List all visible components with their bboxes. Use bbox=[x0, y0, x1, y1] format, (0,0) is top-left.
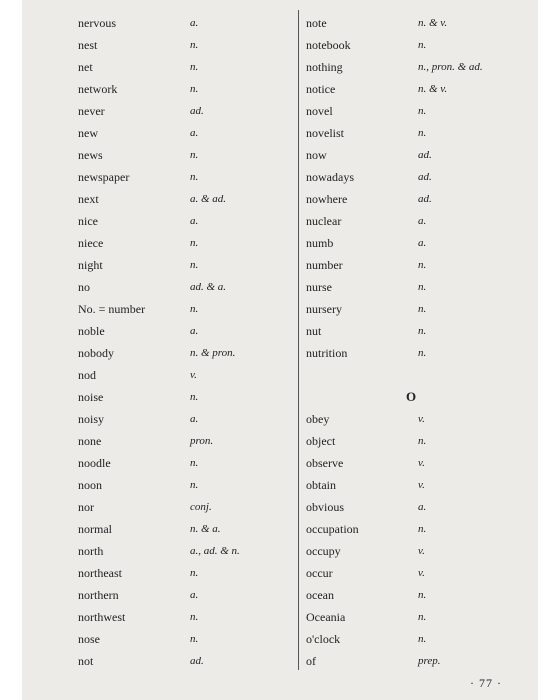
part-of-speech: n. bbox=[418, 127, 427, 139]
part-of-speech: a. bbox=[190, 589, 199, 601]
entry-word: nothing bbox=[306, 60, 343, 74]
part-of-speech: v. bbox=[190, 369, 197, 381]
part-of-speech: n. bbox=[418, 611, 427, 623]
section-letter: O bbox=[406, 389, 417, 404]
part-of-speech: ad. bbox=[190, 655, 204, 667]
part-of-speech: a. bbox=[190, 215, 199, 227]
column-divider bbox=[298, 10, 299, 670]
entry-word: occupation bbox=[306, 522, 359, 536]
entry-word: nowadays bbox=[306, 170, 354, 184]
entry-word: number bbox=[306, 258, 343, 272]
part-of-speech: a. bbox=[418, 237, 427, 249]
entry-word: ocean bbox=[306, 588, 334, 602]
part-of-speech: n. bbox=[190, 237, 199, 249]
entry-word: next bbox=[78, 192, 99, 206]
part-of-speech: n. bbox=[418, 303, 427, 315]
entry-word: north bbox=[78, 544, 104, 558]
entry-word: nowhere bbox=[306, 192, 348, 206]
entry-word: not bbox=[78, 654, 94, 668]
document-page bbox=[22, 0, 538, 700]
entry-word: obvious bbox=[306, 500, 345, 514]
entry-word: noisy bbox=[78, 412, 105, 426]
part-of-speech: n. & v. bbox=[418, 83, 448, 95]
entry-word: noble bbox=[78, 324, 105, 338]
entry-word: notebook bbox=[306, 38, 351, 52]
entry-word: object bbox=[306, 434, 336, 448]
part-of-speech: a. bbox=[418, 501, 427, 513]
entry-word: nobody bbox=[78, 346, 114, 360]
entry-word: now bbox=[306, 148, 327, 162]
entry-word: novel bbox=[306, 104, 333, 118]
entry-word: never bbox=[78, 104, 105, 118]
entry-word: novelist bbox=[306, 126, 344, 140]
part-of-speech: n. bbox=[418, 523, 427, 535]
entry-word: nose bbox=[78, 632, 100, 646]
part-of-speech: n. bbox=[418, 259, 427, 271]
entry-word: noon bbox=[78, 478, 102, 492]
part-of-speech: n. bbox=[190, 611, 199, 623]
entry-word: noise bbox=[78, 390, 104, 404]
part-of-speech: n. bbox=[190, 149, 199, 161]
entry-word: nursery bbox=[306, 302, 342, 316]
part-of-speech: a. bbox=[190, 17, 199, 29]
part-of-speech: n. bbox=[190, 61, 199, 73]
entry-word: niece bbox=[78, 236, 104, 250]
part-of-speech: ad. bbox=[418, 193, 432, 205]
part-of-speech: n. bbox=[418, 39, 427, 51]
entry-word: nice bbox=[78, 214, 98, 228]
part-of-speech: v. bbox=[418, 413, 425, 425]
part-of-speech: ad. bbox=[190, 105, 204, 117]
entry-word: nutrition bbox=[306, 346, 348, 360]
entry-word: nut bbox=[306, 324, 322, 338]
part-of-speech: ad. & a. bbox=[190, 281, 227, 293]
part-of-speech: n. bbox=[190, 171, 199, 183]
part-of-speech: n. bbox=[190, 633, 199, 645]
part-of-speech: n. bbox=[418, 633, 427, 645]
part-of-speech: n. bbox=[190, 83, 199, 95]
part-of-speech: v. bbox=[418, 479, 425, 491]
part-of-speech: pron. bbox=[190, 435, 214, 447]
part-of-speech: a. bbox=[190, 325, 199, 337]
entry-word: occupy bbox=[306, 544, 341, 558]
part-of-speech: ad. bbox=[418, 171, 432, 183]
entry-word: noodle bbox=[78, 456, 111, 470]
entry-word: observe bbox=[306, 456, 344, 470]
entry-word: nod bbox=[78, 368, 96, 382]
entry-word: note bbox=[306, 16, 327, 30]
part-of-speech: n., pron. & ad. bbox=[418, 61, 483, 73]
part-of-speech: n. bbox=[418, 347, 427, 359]
entry-word: o'clock bbox=[306, 632, 341, 646]
part-of-speech: a. & ad. bbox=[190, 193, 227, 205]
part-of-speech: a., ad. & n. bbox=[190, 545, 240, 557]
entry-word: northeast bbox=[78, 566, 122, 580]
part-of-speech: n. bbox=[190, 567, 199, 579]
part-of-speech: n. & pron. bbox=[190, 347, 236, 359]
part-of-speech: a. bbox=[418, 215, 427, 227]
entry-word: none bbox=[78, 434, 102, 448]
entry-word: normal bbox=[78, 522, 112, 536]
part-of-speech: n. & v. bbox=[418, 17, 448, 29]
entry-word: night bbox=[78, 258, 103, 272]
entry-word: northern bbox=[78, 588, 119, 602]
part-of-speech: v. bbox=[418, 457, 425, 469]
entry-word: news bbox=[78, 148, 103, 162]
part-of-speech: a. bbox=[190, 127, 199, 139]
part-of-speech: n. & a. bbox=[190, 523, 221, 535]
entry-word: nor bbox=[78, 500, 94, 514]
entry-word: notice bbox=[306, 82, 336, 96]
entry-word: no bbox=[78, 280, 90, 294]
part-of-speech: n. bbox=[190, 39, 199, 51]
part-of-speech: v. bbox=[418, 567, 425, 579]
entry-word: obey bbox=[306, 412, 330, 426]
entry-word: No. = number bbox=[78, 302, 146, 316]
entry-word: nurse bbox=[306, 280, 332, 294]
entry-word: nervous bbox=[78, 16, 116, 30]
entry-word: numb bbox=[306, 236, 334, 250]
part-of-speech: n. bbox=[418, 325, 427, 337]
page-number: · 77 · bbox=[470, 676, 502, 690]
part-of-speech: n. bbox=[190, 259, 199, 271]
part-of-speech: n. bbox=[418, 589, 427, 601]
entry-word: nest bbox=[78, 38, 98, 52]
part-of-speech: n. bbox=[418, 281, 427, 293]
entry-word: obtain bbox=[306, 478, 336, 492]
entry-word: net bbox=[78, 60, 93, 74]
entry-word: nuclear bbox=[306, 214, 342, 228]
part-of-speech: n. bbox=[190, 457, 199, 469]
entry-word: new bbox=[78, 126, 98, 140]
part-of-speech: v. bbox=[418, 545, 425, 557]
entry-word: newspaper bbox=[78, 170, 130, 184]
part-of-speech: n. bbox=[190, 303, 199, 315]
part-of-speech: n. bbox=[190, 391, 199, 403]
part-of-speech: n. bbox=[190, 479, 199, 491]
part-of-speech: n. bbox=[418, 105, 427, 117]
part-of-speech: a. bbox=[190, 413, 199, 425]
entry-word: northwest bbox=[78, 610, 126, 624]
entry-word: occur bbox=[306, 566, 333, 580]
part-of-speech: conj. bbox=[190, 501, 212, 513]
entry-word: network bbox=[78, 82, 118, 96]
part-of-speech: n. bbox=[418, 435, 427, 447]
part-of-speech: prep. bbox=[418, 655, 441, 667]
part-of-speech: ad. bbox=[418, 149, 432, 161]
entry-word: of bbox=[306, 654, 316, 668]
entry-word: Oceania bbox=[306, 610, 346, 624]
